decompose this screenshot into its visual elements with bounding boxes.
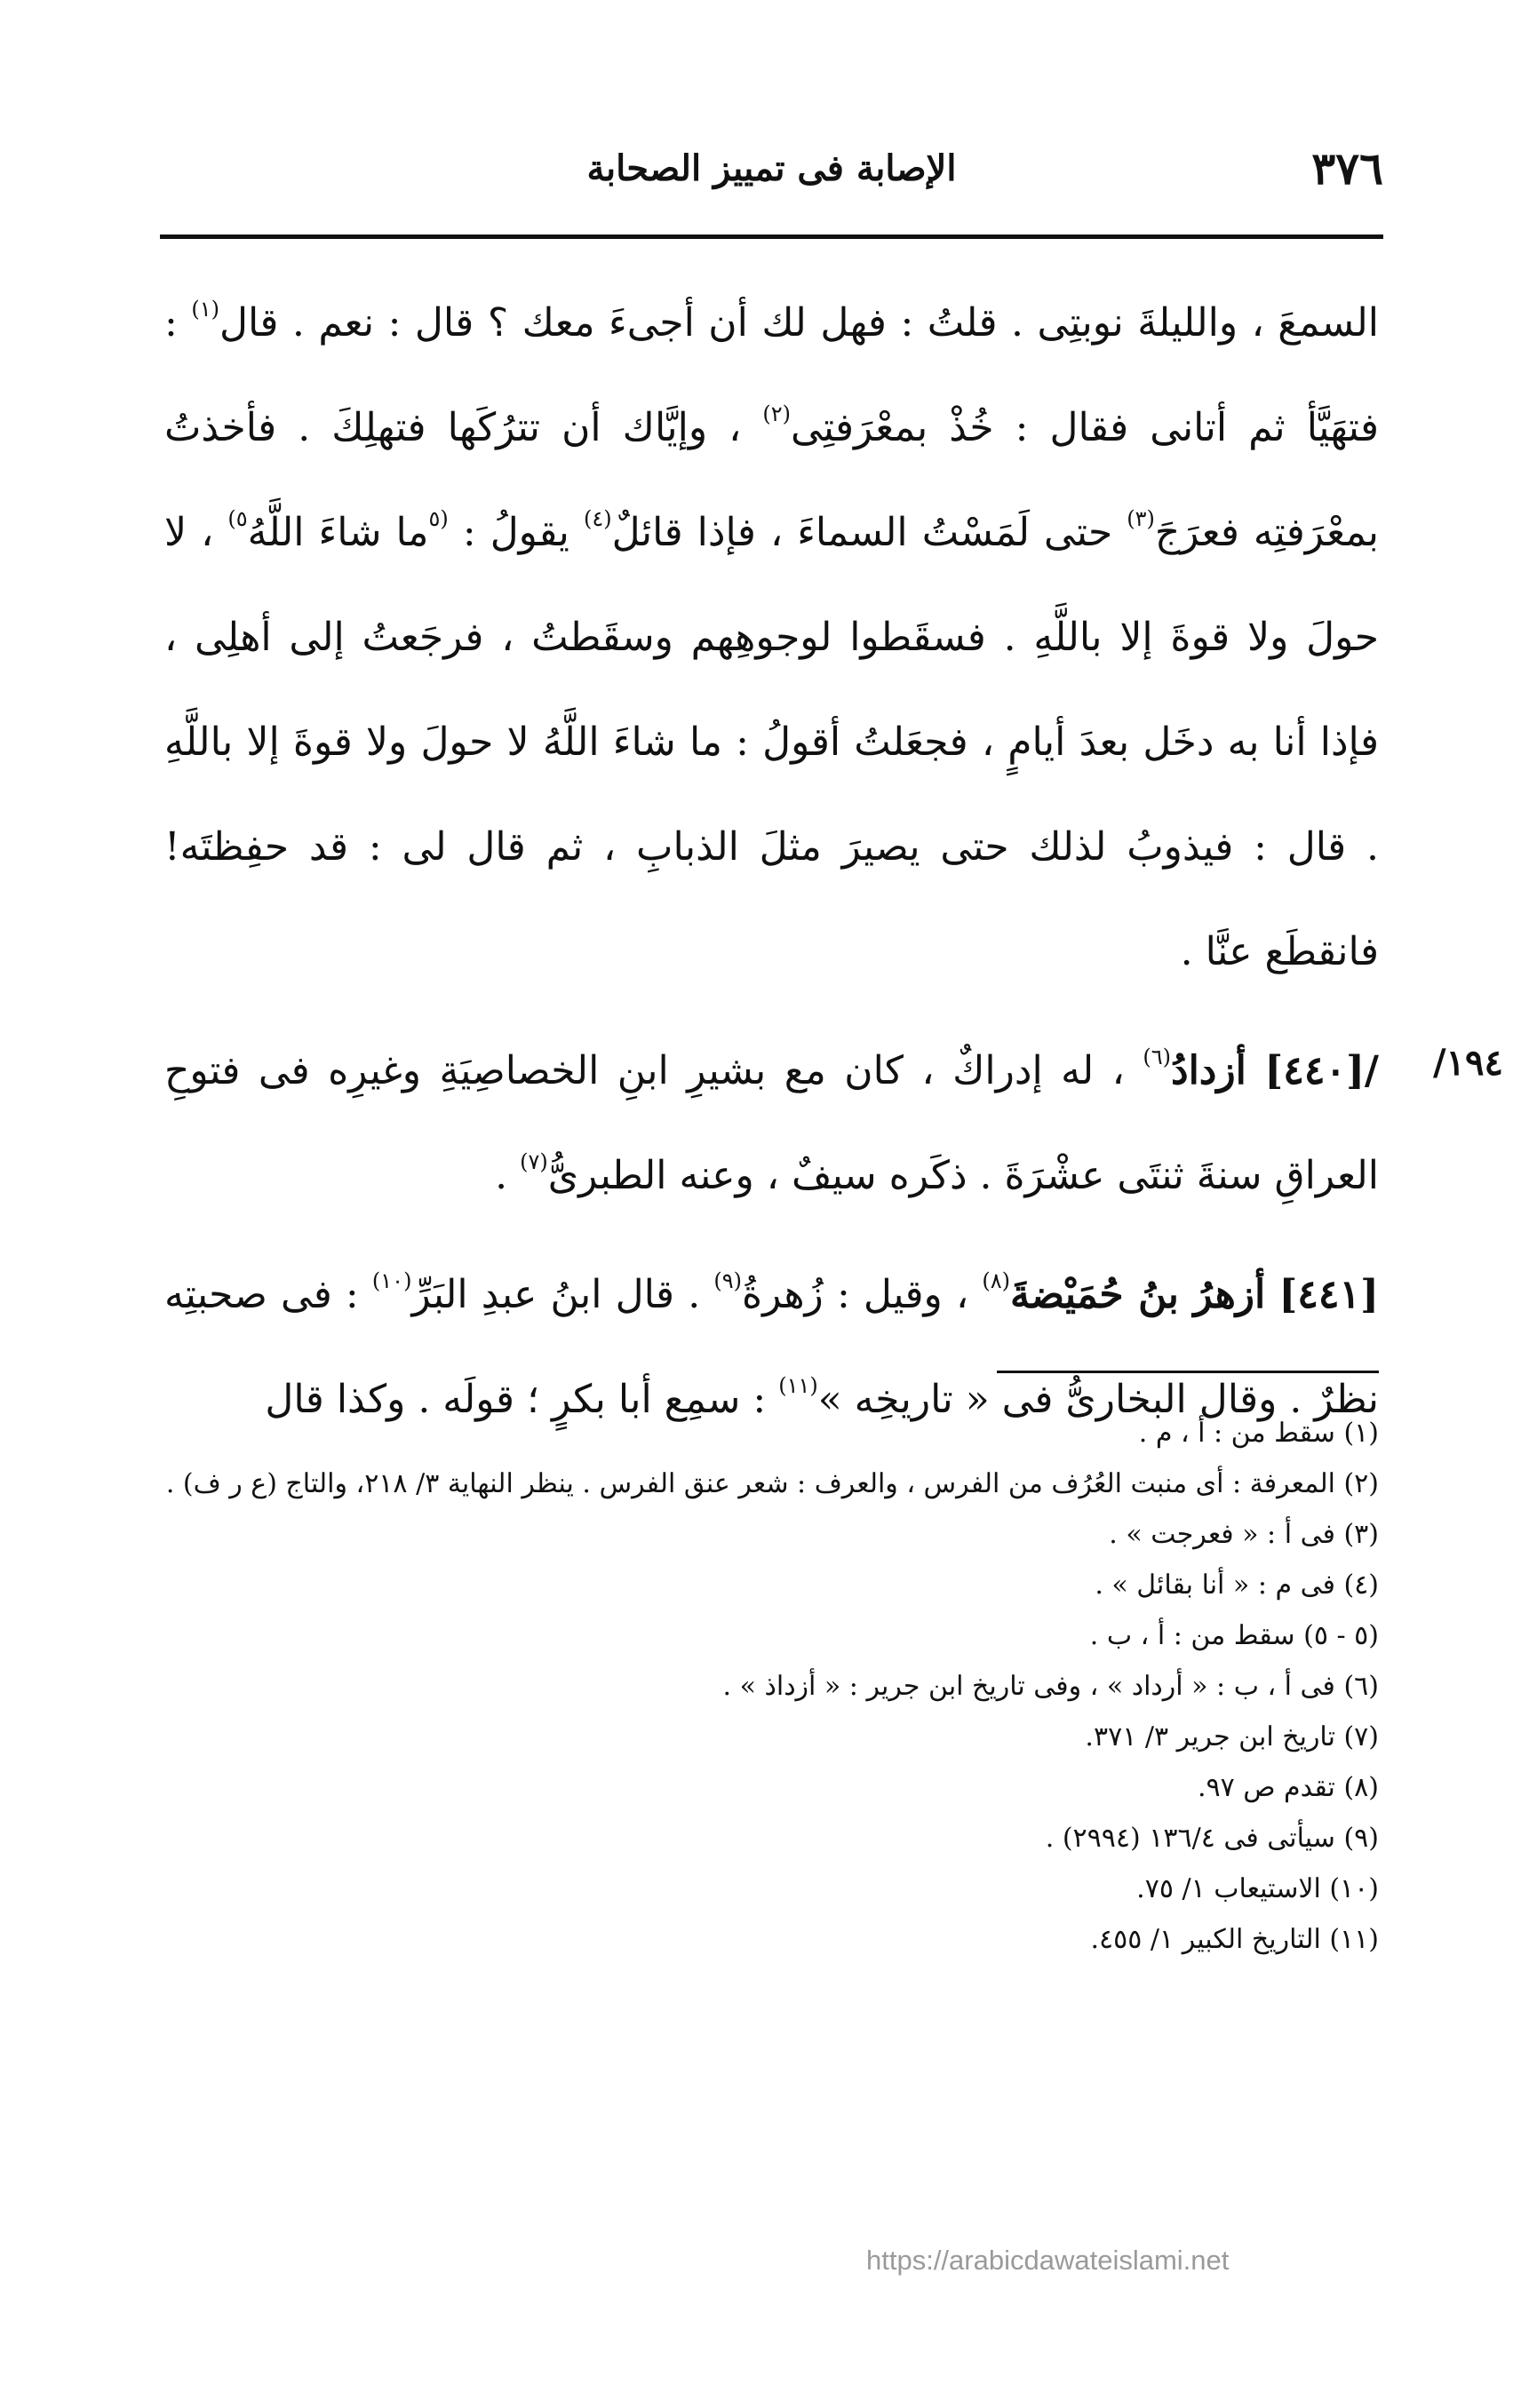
footnote-7: (٧) تاريخ ابن جرير ٣/ ٣٧١. — [1085, 1721, 1379, 1752]
footnote-11: (١١) التاريخ الكبير ١/ ٤٥٥. — [1090, 1924, 1379, 1955]
text-run: . — [495, 1153, 521, 1198]
text-run: ما شاءَ اللَّهُ — [247, 510, 429, 555]
footnote-1: (١) سقط من : أ ، م . — [1138, 1418, 1379, 1449]
footnote-ref-7: (٧) — [520, 1149, 548, 1174]
footnote-ref-1: (١) — [191, 297, 219, 322]
footnote-2: (٢) المعرفة : أى منبت العُرُف من الفرس ، والعرف : شعر عنق الفرس . ينظر النهاية ٣/ ٢١٨، والتاج (ع ر ف) . — [165, 1468, 1379, 1499]
page-header — [160, 133, 1383, 204]
text-run: : سمِع أبا بكرٍ ؛ قولَه . وكذا قال — [265, 1377, 779, 1422]
paragraph-continuation — [164, 271, 1379, 1005]
footnote-5: (٥ - ٥) سقط من : أ ، ب . — [1089, 1620, 1379, 1651]
footnote-rule — [997, 1371, 1379, 1373]
footnote-ref-5-end: ٥) — [227, 506, 248, 531]
footnote-10: (١٠) الاستيعاب ١/ ٧٥. — [1136, 1873, 1379, 1904]
footnotes — [164, 1408, 1379, 1965]
text-run: : فى صحبتِه نظرٌ . وقال البخارىُّ فى « تاريخِه » — [164, 1272, 1379, 1422]
footnote-ref-4: (٤) — [583, 506, 612, 531]
running-title: الإصابة فى تمييز الصحابة — [586, 147, 957, 189]
footnote-8: (٨) تقدم ص ٩٧. — [1197, 1772, 1379, 1803]
entry-number: [٤٤١] — [1278, 1272, 1379, 1317]
entry-name: أزدادُ — [1170, 1048, 1246, 1093]
text-run: يقولُ : — [448, 510, 584, 555]
entry-name: أزهرُ بنُ حُمَيْضةَ — [1009, 1272, 1266, 1317]
footnote-ref-5-start: (٥ — [428, 506, 449, 531]
text-run: السمعَ ، والليلةَ نوبتِى . قلتُ : فهل لك أن أجىءَ معك ؟ قال : نعم . قال — [219, 300, 1380, 346]
watermark-url: https://arabicdawateislami.net — [866, 2245, 1230, 2276]
footnote-ref-9: (٩) — [713, 1268, 743, 1293]
text-run: : فتهَيَّأ ثم أتانى فقال : خُذْ بمعْرَفتِى — [164, 300, 1379, 450]
footnote-4: (٤) فى م : « أنا بقائل » . — [1095, 1570, 1379, 1601]
footnote-ref-2: (٢) — [762, 401, 792, 426]
text-run: . قال ابنُ عبدِ البَرِّ — [411, 1272, 714, 1317]
footnote-9: (٩) سيأتى فى ١٣٦/٤ (٢٩٩٤) . — [1045, 1823, 1379, 1854]
text-run: ، وإيَّاك أن تترُكَها فتهلِكَ . فأخذتُ بمعْرَفتِه فعرَجَ — [164, 405, 1379, 555]
header-rule — [160, 234, 1383, 239]
footnote-ref-6: (٦) — [1143, 1045, 1171, 1069]
text-run: ، لا حولَ ولا قوةَ إلا باللَّهِ . فسقَطوا لوجوهِهم وسقَطتُ ، فرجَعتُ إلى أهلِى ، فإذا أنا به دخَل بعدَ أيامٍ ، فجعَلتُ أقولُ : ما شاءَ اللَّهُ لا حولَ ولا قوةَ إلا باللَّهِ . قال : فيذوبُ لذلك حتى يصيرَ مثلَ الذبابِ ، ثم قال لى : قد حفِظتَه! فانقطَع عنَّا . — [164, 510, 1379, 974]
main-text — [164, 271, 1503, 1452]
entry-number: /[٤٤٠] — [1264, 1048, 1379, 1093]
margin-note: ١٩٤/ — [1432, 1042, 1503, 1084]
footnote-6: (٦) فى أ ، ب : « أرداد » ، وفى تاريخ ابن جرير : « أزداذ » . — [722, 1671, 1379, 1702]
text-run: حتى لَمَسْتُ السماءَ ، فإذا قائلٌ — [611, 510, 1127, 555]
text-run: ، له إدراكٌ ، كان مع بشيرِ ابنِ الخصاصِيَةِ وغيرِه فى فتوحِ العراقِ سنةَ ثنتَى عشْرَةَ . ذكَره سيفٌ ، وعنه الطبرىُّ — [164, 1048, 1379, 1198]
footnote-ref-3: (٣) — [1127, 506, 1155, 531]
footnote-ref-10: (١٠) — [371, 1268, 412, 1293]
footnote-ref-8: (٨) — [982, 1268, 1010, 1293]
entry-440 — [164, 1019, 1503, 1228]
text-run: ، وقيل : زُهرةُ — [742, 1272, 983, 1317]
footnote-ref-11: (١١) — [778, 1373, 818, 1398]
footnote-3: (٣) فى أ : « فعرجت » . — [1109, 1519, 1379, 1550]
page-number: ٣٧٦ — [1311, 142, 1383, 195]
